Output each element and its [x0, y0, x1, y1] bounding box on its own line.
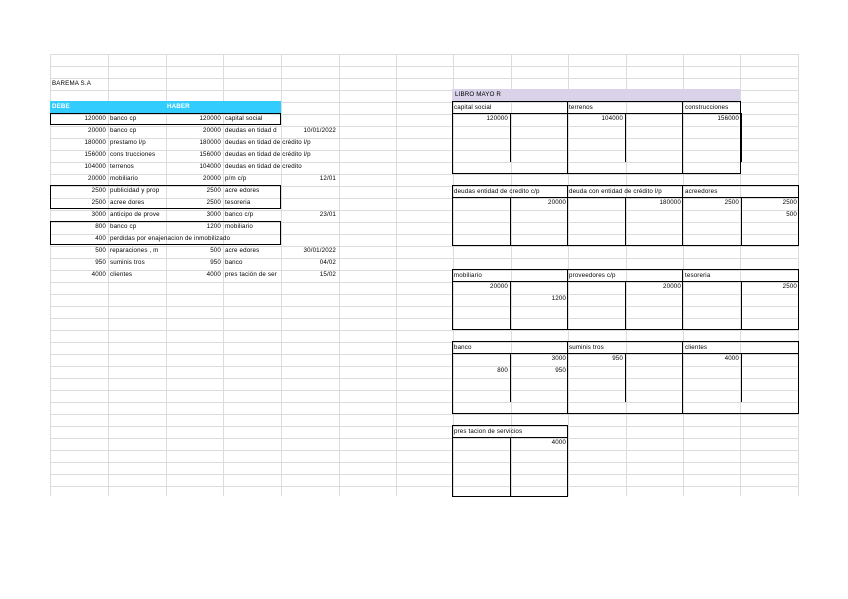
credit-amount: 120000 [199, 115, 221, 122]
gridline [50, 54, 798, 55]
gridline [50, 138, 798, 139]
debit-amount: 800 [95, 223, 106, 230]
t-account-amount: 800 [497, 367, 508, 374]
debit-amount: 20000 [88, 127, 106, 134]
t-account-rule [452, 496, 567, 497]
t-account-separator [567, 341, 568, 413]
credit-amount: 3000 [206, 211, 221, 218]
entry-date [281, 149, 336, 160]
t-account-rule [452, 425, 453, 496]
gridline [50, 150, 798, 151]
entry-date [281, 197, 336, 208]
debit-amount: 156000 [84, 151, 106, 158]
t-account-amount: 2500 [724, 199, 739, 206]
debit-amount: 2500 [91, 199, 106, 206]
debit-account: cons trucciones [110, 151, 156, 158]
t-account-amount: 180000 [659, 199, 681, 206]
entry-date: 15/02 [319, 271, 336, 278]
t-account-amount: 120000 [486, 115, 508, 122]
credit-amount: 156000 [199, 151, 221, 158]
credit-account: deudas en tidad d [225, 127, 277, 134]
entry-date [281, 233, 336, 244]
credit-amount [166, 233, 221, 244]
entry-date: 30/01/2022 [303, 247, 336, 254]
entry-date [281, 137, 336, 148]
gridline [50, 462, 798, 463]
t-account-separator [567, 425, 568, 496]
t-account-amount: 104000 [601, 115, 623, 122]
gridline [50, 378, 798, 379]
t-account-divider [741, 353, 742, 402]
credit-account: p/m c/p [225, 175, 247, 182]
gridline [50, 282, 798, 283]
gridline [50, 426, 798, 427]
gridline [50, 486, 798, 487]
debit-account: prestamo l/p [110, 139, 146, 146]
gridline [396, 54, 397, 496]
t-account-amount: 20000 [490, 283, 508, 290]
t-account-name: pres tacion de servicios [454, 428, 523, 435]
debit-amount: 400 [95, 235, 106, 242]
credit-account: pres tación de ser [225, 271, 277, 278]
t-account-rule [798, 341, 799, 414]
entry-date [281, 185, 336, 196]
credit-account: acre edores [225, 187, 260, 194]
t-account-amount: 3000 [551, 355, 566, 362]
credit-amount: 2500 [206, 187, 221, 194]
gridline [50, 450, 798, 451]
t-account-separator [682, 185, 683, 245]
t-account-name: construcciones [685, 104, 729, 111]
t-account-name: terrenos [569, 104, 593, 111]
gridline [50, 318, 798, 319]
gridline [50, 306, 798, 307]
t-account-name: capital social [454, 104, 492, 111]
journal-header-fill [50, 101, 281, 113]
t-account-rule [452, 185, 453, 245]
haber-header: HABER [167, 103, 190, 110]
t-account-amount: 20000 [663, 283, 681, 290]
credit-account: deudas en tidad de crédito l/p [225, 151, 311, 158]
debit-amount: 104000 [84, 163, 106, 170]
t-account-rule [798, 185, 799, 246]
t-account-separator [567, 269, 568, 329]
t-account-name: mobiliario [454, 272, 482, 279]
gridline [339, 54, 340, 496]
gridline [50, 66, 798, 67]
credit-amount: 950 [210, 259, 221, 266]
entry-date [281, 161, 336, 172]
t-account-amount: 20000 [548, 199, 566, 206]
debit-amount: 180000 [84, 139, 106, 146]
debit-amount: 20000 [88, 175, 106, 182]
t-account-rule [798, 269, 799, 330]
t-account-name: tesoreria [685, 272, 711, 279]
debit-amount: 2500 [91, 187, 106, 194]
t-account-divider [625, 353, 626, 402]
debit-account: perdidas por enajenacion de inmobilizado [110, 235, 231, 242]
t-account-amount: 4000 [551, 439, 566, 446]
debit-amount: 950 [95, 259, 106, 266]
t-account-amount: 1200 [551, 295, 566, 302]
debit-amount: 500 [95, 247, 106, 254]
credit-amount: 20000 [203, 175, 221, 182]
t-account-name: proveedores c/p [569, 272, 616, 279]
gridline [50, 330, 798, 331]
gridline [50, 162, 798, 163]
t-account-name: deuda con entidad de crédito l/p [569, 188, 662, 195]
t-account-rule [452, 173, 740, 174]
company-name: BAREMA S.A [52, 80, 91, 87]
t-account-separator [682, 269, 683, 329]
t-account-rule [452, 101, 453, 173]
debit-amount: 3000 [91, 211, 106, 218]
t-account-rule [452, 341, 798, 342]
credit-amount: 4000 [206, 271, 221, 278]
t-account-amount: 2500 [782, 199, 797, 206]
credit-account: deudas en tidad de crédito l/p [225, 139, 311, 146]
credit-account: capital social [225, 115, 263, 122]
debit-amount: 120000 [84, 115, 106, 122]
gridline [50, 294, 798, 295]
t-account-rule [452, 269, 798, 270]
t-account-name: acreedores [685, 188, 718, 195]
debit-account: suminis tros [110, 259, 145, 266]
entry-date: 12/01 [319, 175, 336, 182]
debit-account: publicidad y prop [110, 187, 160, 194]
credit-amount: 1200 [206, 223, 221, 230]
t-account-divider [510, 281, 511, 330]
t-account-separator [682, 341, 683, 413]
t-account-amount: 950 [555, 367, 566, 374]
entry-date [281, 221, 336, 232]
gridline [50, 366, 798, 367]
t-account-divider [510, 113, 511, 162]
t-account-amount: 500 [786, 211, 797, 218]
gridline [50, 402, 798, 403]
entry-date [281, 113, 336, 124]
credit-account: mobiliario [225, 223, 253, 230]
debit-account: mobiliario [110, 175, 138, 182]
gridline [50, 258, 798, 259]
t-account-separator [567, 101, 568, 173]
t-account-amount: 950 [612, 355, 623, 362]
t-account-name: deudas entidad de credito c/p [454, 188, 540, 195]
entry-date: 10/01/2022 [303, 127, 336, 134]
debit-account: banco cp [110, 127, 137, 134]
t-account-amount: 4000 [724, 355, 739, 362]
t-account-rule [452, 269, 453, 329]
t-account-amount: 2500 [782, 283, 797, 290]
t-account-name: clientes [685, 344, 708, 351]
t-account-separator [682, 101, 683, 173]
debit-account: clientes [110, 271, 133, 278]
debit-account: acree dores [110, 199, 145, 206]
t-account-name: suminis tros [569, 344, 604, 351]
t-account-separator [567, 185, 568, 245]
debit-account: terrenos [110, 163, 134, 170]
debe-header: DEBE [52, 103, 70, 110]
credit-account: acre edores [225, 247, 260, 254]
gridline [50, 210, 798, 211]
t-account-name: banco [454, 344, 472, 351]
credit-account: deudas en tidad de credito [225, 163, 302, 170]
t-account-rule [452, 341, 453, 413]
t-account-amount: 156000 [717, 115, 739, 122]
credit-amount: 20000 [203, 127, 221, 134]
credit-account: banco c/p [225, 211, 254, 218]
gridline [50, 78, 798, 79]
gridline [50, 414, 798, 415]
ledger-title: LIBRO MAYO R [455, 91, 502, 98]
debit-amount: 4000 [91, 271, 106, 278]
t-account-divider [625, 113, 626, 162]
gridline [50, 390, 798, 391]
gridline [626, 54, 627, 496]
debit-account: reparaciones , m [110, 247, 159, 254]
gridline [50, 126, 798, 127]
gridline [50, 246, 798, 247]
entry-date: 23/01 [319, 211, 336, 218]
debit-account: banco cp [110, 223, 137, 230]
entry-date: 04/02 [319, 259, 336, 266]
credit-amount: 2500 [206, 199, 221, 206]
t-account-rule [452, 413, 798, 414]
debit-account: anticipo de prove [110, 211, 160, 218]
debit-account: banco cp [110, 115, 137, 122]
gridline [50, 474, 798, 475]
credit-account: tesoreria [225, 199, 251, 206]
gridline [50, 174, 798, 175]
credit-amount: 180000 [199, 139, 221, 146]
credit-amount: 500 [210, 247, 221, 254]
credit-account: banco [225, 259, 243, 266]
gridline [50, 438, 798, 439]
credit-amount: 104000 [199, 163, 221, 170]
t-account-divider [741, 113, 742, 162]
